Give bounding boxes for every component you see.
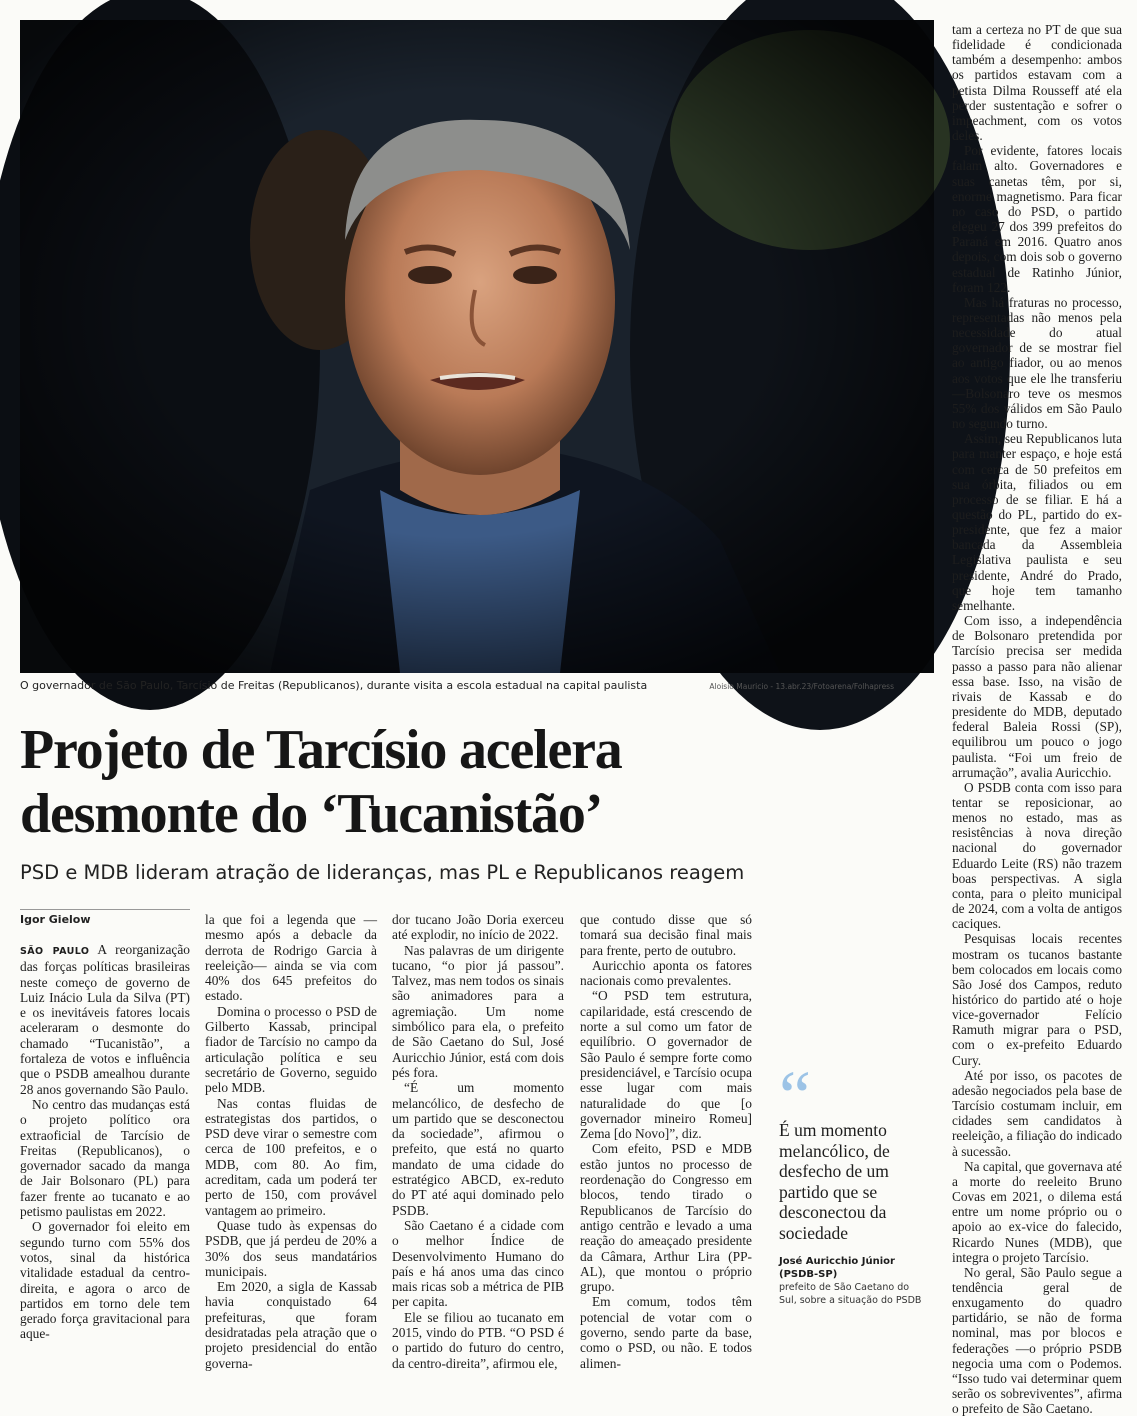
- headline: [20, 718, 940, 846]
- article-column-4: [580, 912, 752, 1371]
- pull-quote: [779, 1056, 929, 1307]
- pull-quote-description: prefeito de São Caetano do Sul, sobre a situação do PSDB: [779, 1282, 922, 1306]
- paragraph: Nas palavras de um dirigente tucano, “o pior já passou”. Talvez, mas nem todos os sinais são animadores para a agremiação. Um nome simbólico para ela, o prefeito de São Caetano do Sul, José Auricchio Júnior, está com dois pés fora.: [392, 942, 564, 1080]
- paragraph: “É um momento melancólico, de desfecho de um partido que se desconectou da sociedade”, afirmou o prefeito, que está no quarto mandato de uma cidade do estratégico ABCD, ex-reduto do PT até aqui dominado pelo PSDB.: [392, 1080, 564, 1218]
- paragraph: la que foi a legenda que —mesmo após a debacle da derrota de Rodrigo Garcia à reeleição— ainda se via com 40% dos 645 prefeitos do estado.: [205, 912, 377, 1004]
- article-column-2: [205, 912, 377, 1371]
- pull-quote-attribution: José Auricchio Júnior (PSDB-SP): [779, 1256, 895, 1280]
- paragraph: Assim, seu Republicanos luta para manter espaço, e hoje está com cerca de 50 prefeitos em sua órbita, filiados ou em processo de se filiar. E há a questão do PL, partido do ex-presidente, que fez a maior bancada da Assembleia Legislativa paulista e seu presidente, André do Prado, que hoje tem tamanho semelhante.: [952, 431, 1122, 613]
- paragraph: Com efeito, PSD e MDB estão juntos no processo de reordenação do Congresso em blocos, tendo tirado o Republicanos de Tarcísio do antigo centrão e levado a uma reação do ameaçado presidente da Câmara, Arthur Lira (PP-AL), que montou o próprio grupo.: [580, 1141, 752, 1295]
- subheadline: PSD e MDB lideram atração de lideranças, mas PL e Republicanos reagem: [20, 861, 745, 884]
- paragraph: Quase tudo às expensas do PSDB, que já perdeu de 20% a 30% dos seus mandatários municipais.: [205, 1217, 377, 1279]
- paragraph: Por evidente, fatores locais falam alto. Governadores e suas canetas têm, por si, enorme magnetismo. Para ficar no caso do PSD, o partido elegeu 27 dos 399 prefeitos do Paraná em 2016. Quatro anos depois, com dois sob o governo estadual de Ratinho Júnior, foram 122.: [952, 143, 1122, 295]
- article-column-5: [952, 22, 1122, 1416]
- paragraph: Nas contas fluidas de estrategistas dos partidos, o PSD deve virar o semestre com cerca de 100 prefeitos, e o MDB, com 80. Ao fim, acreditam, cada um poderá ter perto de 150, com provável vantagem ao primeiro.: [205, 1095, 377, 1218]
- paragraph: O governador foi eleito em segundo turno com 55% dos votos, sinal da histórica vitalidade estadual da centro-direita, e agora o arco de partidos em torno dele tem gerado força gravitacional para aque-: [20, 1219, 190, 1342]
- paragraph: Domina o processo o PSD de Gilberto Kassab, principal fiador de Tarcísio no campo da articulação política e seu secretário de Governo, seguido pelo MDB.: [205, 1003, 377, 1096]
- paragraph: Até por isso, os pacotes de adesão negociados pela base de Tarcísio costumam incluir, em cidades sem candidatos à reeleição, a filiação do indicado à sucessão.: [952, 1067, 1122, 1159]
- article-column-3: [392, 912, 564, 1371]
- paragraph: O PSDB conta com isso para tentar se reposicionar, ao menos no estado, mas as resistências à nova direção nacional do governador Eduardo Leite (RS) não trazem boas perspectivas. A sigla conta, para o pleito municipal de 2024, com a volta de antigos caciques.: [952, 779, 1122, 932]
- headline-line-2: desmonte do ‘Tucanistão’: [20, 783, 603, 845]
- paragraph: Com isso, a independência de Bolsonaro pretendida por Tarcísio precisa ser medida passo a passo para não alienar essa base. Isso, na visão de rivais de Kassab e do presidente do MDB, deputado federal Baleia Rossi (SP), equilibrou um pouco o jogo paulista. “Foi um freio de arrumação”, avalia Auricchio.: [952, 613, 1122, 780]
- paragraph: No centro das mudanças está o projeto político ora extraoficial de Tarcísio de Freitas (Republicanos), o governador sacado da manga de Jair Bolsonaro (PL) para fazer frente ao tucanato e ao petismo paulistas em 2022.: [20, 1096, 190, 1220]
- paragraph: SÃO PAULO A reorganização das forças políticas brasileiras neste começo de governo de Luiz Inácio Lula da Silva (PT) e os inevitáveis fatores locais aceleraram o desmonte do chamado “Tucanistão”, a fortaleza de votos e influência que o PSDB amealhou durante 28 anos governando São Paulo.: [20, 942, 190, 1097]
- paragraph: Ele se filiou ao tucanato em 2015, vindo do PTB. “O PSD é o partido do futuro do centro, da centro-direita”, afirmou ele,: [392, 1309, 564, 1371]
- paragraph: tam a certeza no PT de que sua fidelidade é condicionada também a desempenho: ambos os partidos estavam com a petista Dilma Rousseff até ela perder sustentação e sofrer o impeachment, com os votos deles.: [952, 22, 1122, 144]
- headline-line-1: Projeto de Tarcísio acelera: [20, 719, 622, 781]
- paragraph: Em comum, todos têm potencial de votar com o governo, sendo parte da base, como o PSD, ou não. E todos alimen-: [580, 1294, 752, 1371]
- paragraph: dor tucano João Doria exerceu até explodir, no início de 2022.: [392, 912, 564, 943]
- portrait-illustration: [20, 20, 934, 673]
- dateline: SÃO PAULO: [20, 946, 90, 957]
- caption-text: O governador de São Paulo, Tarcísio de Freitas (Republicanos), durante visita a escola estadual na capital paulista: [20, 679, 648, 692]
- paragraph: No geral, São Paulo segue a tendência geral de enxugamento do quadro partidário, se não de forma nominal, mas por blocos e federações —o próprio PSDB negocia uma com o Podemos. “Isso tudo vai determinar quem serão os sobreviventes”, afirma o prefeito de São Caetano.: [952, 1264, 1122, 1416]
- paragraph: “O PSD tem estrutura, capilaridade, está crescendo de norte a sul como um fator de equilíbrio. O governador de São Paulo é sempre forte como presidenciável, e Tarcísio ocupa esse lugar com mais naturalidade do que [o governador mineiro Romeu] Zema [do Novo]”, diz.: [580, 988, 752, 1142]
- paragraph: que contudo disse que só tomará sua decisão final mais para frente, perto de outubro.: [580, 912, 752, 958]
- photo-credit: Aloisio Mauricio - 13.abr.23/Fotoarena/Folhapress: [709, 682, 894, 691]
- paragraph: São Caetano é a cidade com o melhor Índice de Desenvolvimento Humano do país e há anos uma das cinco mais ricas sob a métrica de PIB per capita.: [392, 1217, 564, 1310]
- byline: Igor Gielow: [20, 909, 190, 926]
- quote-marks-icon: “: [779, 1056, 811, 1136]
- paragraph: Pesquisas locais recentes mostram os tucanos bastante bem colocados em locais como São José dos Campos, reduto histórico do partido até o hoje vice-governador Felício Ramuth migrar para o PSD, com o ex-prefeito Eduardo Cury.: [952, 931, 1122, 1068]
- paragraph: Auricchio aponta os fatores nacionais como prevalentes.: [580, 957, 752, 989]
- paragraph: Mas há fraturas no processo, representadas não menos pela necessidade do atual governador de se mostrar fiel ao antigo fiador, ou ao menos aos votos que ele lhe transferiu —Bolsonaro teve os mesmos 55% dos válidos em São Paulo no segundo turno.: [952, 294, 1122, 432]
- photo-caption: [20, 678, 934, 696]
- article-column-1: [20, 942, 190, 1342]
- pull-quote-text: É um momento melancólico, de desfecho de um partido que se desconectou da sociedade: [779, 1120, 890, 1243]
- paragraph: Na capital, que governava até a morte do reeleito Bruno Covas em 2021, o dilema está entre um nome próprio ou o apoio ao ex-vice do falecido, Ricardo Nunes (MDB), que integra o projeto Tarcísio.: [952, 1158, 1122, 1265]
- article-photo: [20, 20, 934, 673]
- paragraph: Em 2020, a sigla de Kassab havia conquistado 64 prefeituras, que foram desidratadas pela atração que o projeto presidencial do então governa-: [205, 1279, 377, 1371]
